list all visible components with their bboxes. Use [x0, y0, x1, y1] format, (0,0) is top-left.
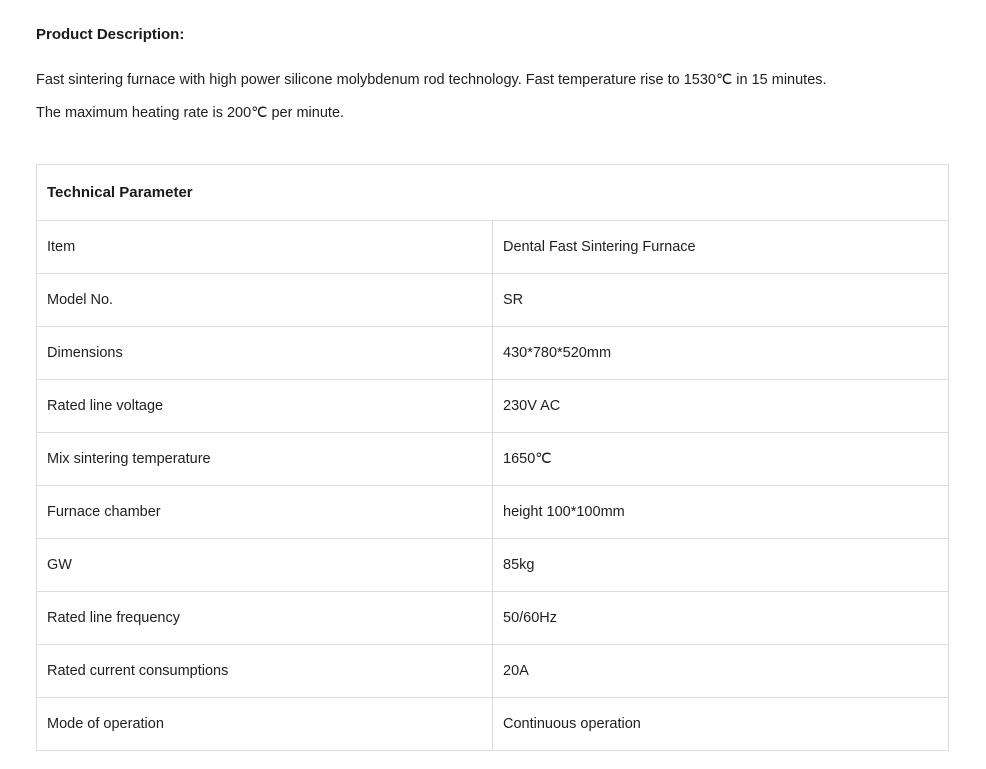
table-cell-value: 20A [493, 645, 949, 698]
table-cell-label: Furnace chamber [37, 486, 493, 539]
table-cell-value: 430*780*520mm [493, 327, 949, 380]
table-cell-label: Mix sintering temperature [37, 433, 493, 486]
table-row [37, 327, 948, 380]
table-cell-value: 50/60Hz [493, 592, 949, 645]
table-cell-value: 1650℃ [493, 433, 949, 486]
technical-parameter-table-container [36, 164, 949, 751]
technical-parameter-table-body [37, 165, 948, 751]
table-row [37, 539, 948, 592]
product-description-heading: Product Description: [36, 26, 185, 43]
table-cell-label: GW [37, 539, 493, 592]
product-description-line-2: The maximum heating rate is 200℃ per minute. [36, 105, 345, 121]
table-cell-label: Rated line voltage [37, 380, 493, 433]
product-description-line-1: Fast sintering furnace with high power silicone molybdenum rod technology. Fast temperature rise to 1530℃ in 15 minutes. [36, 72, 827, 88]
table-cell-label: Mode of operation [37, 698, 493, 751]
table-cell-label: Dimensions [37, 327, 493, 380]
table-header-row [37, 165, 948, 221]
table-row [37, 433, 948, 486]
table-row [37, 698, 948, 751]
table-cell-value: SR [493, 274, 949, 327]
description-block [0, 0, 986, 130]
table-row [37, 592, 948, 645]
table-cell-label: Rated line frequency [37, 592, 493, 645]
table-cell-label: Item [37, 221, 493, 274]
table-row [37, 486, 948, 539]
table-row [37, 380, 948, 433]
table-cell-label: Model No. [37, 274, 493, 327]
table-cell-value: height 100*100mm [493, 486, 949, 539]
table-cell-value: 230V AC [493, 380, 949, 433]
technical-parameter-table [37, 165, 948, 751]
table-row [37, 645, 948, 698]
table-cell-value: Continuous operation [493, 698, 949, 751]
table-cell-value: Dental Fast Sintering Furnace [493, 221, 949, 274]
table-cell-label: Rated current consumptions [37, 645, 493, 698]
table-row [37, 274, 948, 327]
table-title-cell: Technical Parameter [37, 165, 948, 221]
table-cell-value: 85kg [493, 539, 949, 592]
table-row [37, 221, 948, 274]
